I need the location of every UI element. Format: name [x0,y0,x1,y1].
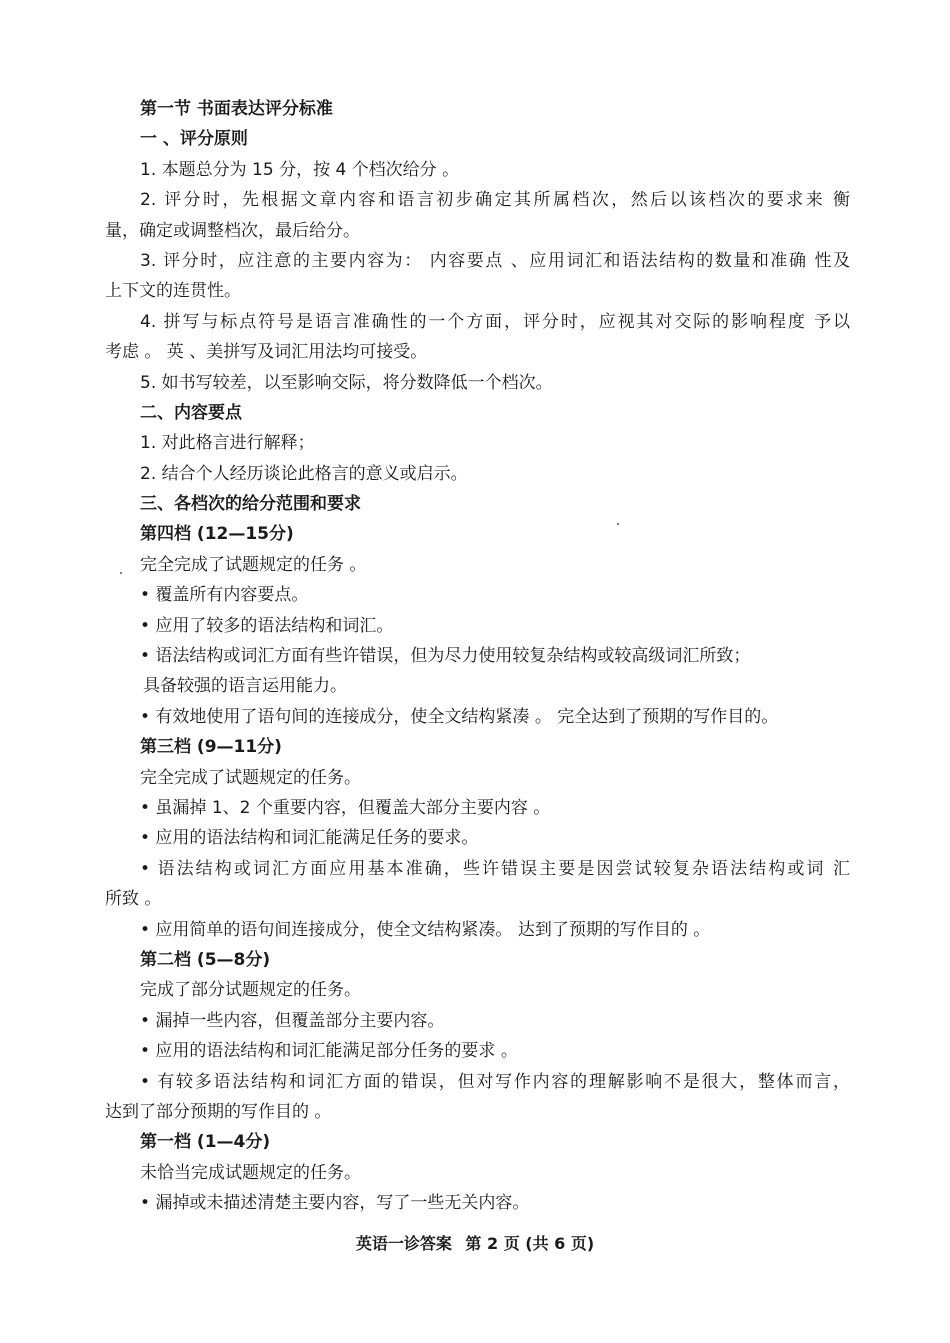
grade-4-bullet-1: • 覆盖所有内容要点。 [140,585,309,606]
grade-3-bullet-4: • 应用简单的语句间连接成分，使全文结构紧凑。 达到了预期的写作目的 。 [140,919,711,940]
grade-3-summary: 完全完成了试题规定的任务。 [140,767,361,788]
grade-3-bullet-2: • 应用的语法结构和词汇能满足任务的要求。 [140,828,479,849]
grade-2-bullet-3-line-1: • 有较多语法结构和词汇方面的错误，但对写作内容的理解影响不是很大，整体而言， [140,1071,850,1092]
principle-item-5: 5. 如书写较差，以至影响交际，将分数降低一个档次。 [140,372,553,393]
grade-1-summary: 未恰当完成试题规定的任务。 [140,1162,361,1183]
scoring-criteria-section [105,94,850,1218]
principle-item-2-line-1: 2. 评分时，先根据文章内容和语言初步确定其所属档次，然后以该档次的要求来 衡 [140,190,850,211]
principle-item-4-line-1: 4. 拼写与标点符号是语言准确性的一个方面，评分时，应视其对交际的影响程度 予以 [140,311,850,332]
principle-item-3-line-1: 3. 评分时，应注意的主要内容为： 内容要点 、应用词汇和语法结构的数量和准确 性及 [140,250,850,271]
grade-3-bullet-3-line-1: • 语法结构或词汇方面应用基本准确，些许错误主要是因尝试较复杂语法结构或词 汇 [140,858,850,879]
grade-2-title: 第二档 (5—8分) [140,949,271,970]
footer-page-info: 第 2 页 (共 6 页) [465,1234,595,1253]
page-footer [0,1232,950,1256]
grade-4-bullet-2: • 应用了较多的语法结构和词汇。 [140,615,394,636]
grade-1-title: 第一档 (1—4分) [140,1132,271,1153]
scan-speck [617,523,619,525]
scan-speck [120,572,122,574]
content-points-heading: 二、内容要点 [140,402,242,423]
grade-4-bullet-3-line-2: 具备较强的语言运用能力。 [143,676,347,697]
grade-4-bullet-3-line-1: • 语法结构或词汇方面有些许错误，但为尽力使用较复杂结构或较高级词汇所致； [140,646,751,667]
grade-4-title: 第四档 (12—15分) [140,524,294,545]
principle-item-2-line-2: 量，确定或调整档次，最后给分。 [105,220,360,241]
grade-3-title: 第三档 (9—11分) [140,737,282,758]
footer-doc-name: 英语一诊答案 [355,1234,452,1253]
principles-heading: 一 、评分原则 [140,129,248,150]
grade-3-bullet-1: • 虽漏掉 1、2 个重要内容，但覆盖大部分主要内容 。 [140,797,551,818]
principle-item-4-line-2: 考虑 。 英 、美拼写及词汇用法均可接受。 [105,342,428,363]
grade-2-summary: 完成了部分试题规定的任务。 [140,980,361,1001]
content-point-1: 1. 对此格言进行解释； [140,433,315,454]
grade-2-bullet-1: • 漏掉一些内容，但覆盖部分主要内容。 [140,1010,445,1031]
content-point-2: 2. 结合个人经历谈论此格言的意义或启示。 [140,463,468,484]
grade-4-summary: 完全完成了试题规定的任务 。 [140,554,367,575]
section-title: 第一节 书面表达评分标准 [140,99,333,119]
grade-2-bullet-3-line-2: 达到了部分预期的写作目的 。 [105,1101,332,1122]
grade-1-bullet-1: • 漏掉或未描述清楚主要内容，写了一些无关内容。 [140,1193,530,1214]
grade-2-bullet-2: • 应用的语法结构和词汇能满足部分任务的要求 。 [140,1041,518,1062]
grade-4-bullet-4: • 有效地使用了语句间的连接成分，使全文结构紧凑 。 完全达到了预期的写作目的。 [140,706,779,727]
grades-heading: 三、各档次的给分范围和要求 [140,494,361,515]
principle-item-1: 1. 本题总分为 15 分，按 4 个档次给分 。 [140,159,460,180]
grade-3-bullet-3-line-2: 所致 。 [105,889,162,910]
principle-item-3-line-2: 上下文的连贯性。 [105,281,241,302]
